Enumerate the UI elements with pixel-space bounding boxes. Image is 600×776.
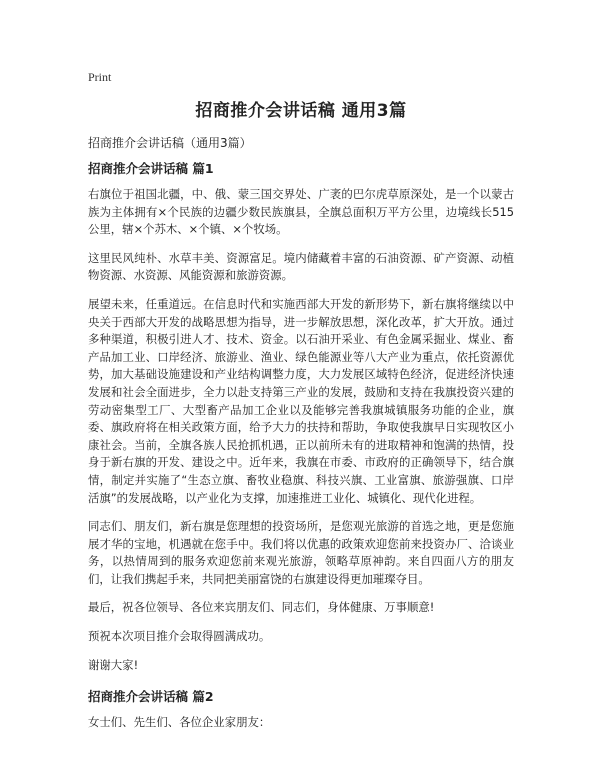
paragraph-invitation: 同志们、朋友们，新右旗是您理想的投资场所，是您观光旅游的首选之地，更是您施展才华的宝地，机遇就在您手中。我们将以优惠的政策欢迎您前来投资办厂、洽谈业务，以热情周到的服务欢迎您前来观光旅游，领略草原神韵。来自四面八方的朋友们，让我们携起手来，共同把美丽富饶的右旗建设得更加璀璨夺目。 xyxy=(88,519,514,586)
print-link[interactable]: Print xyxy=(88,70,112,84)
paragraph-wishes: 最后，祝各位领导、各位来宾朋友们、同志们，身体健康、万事顺意! xyxy=(88,600,435,615)
paragraph-greeting: 女士们、先生们、各位企业家朋友： xyxy=(88,715,271,730)
paragraph-outlook: 展望未来，任重道远。在信息时代和实施西部大开发的新形势下，新右旗将继续以中央关于西部大开发的战略思想为指导，进一步解放思想，深化改革，扩大开放。通过多种渠道，积极引进人才、技术、资金。以石油开采业、有色金属采掘业、煤业、畜产品加工业、口岸经济、旅游业、渔业、绿色能源业等八大产业为重点，依托资源优势，加大基础设施建设和产业结构调整力度，大力发展区域特色经济，促进经济快速发展和社会全面进步，全力以赴支持第三产业的发展，鼓励和支持在我旗投资兴建的劳动密集型工厂、大型畜产品加工企业以及能够完善我旗城镇服务功能的企业，旗委、旗政府将在相关政策方面，给予大力的扶持和帮助，争取使我旗早日实现牧区小康社会。当前，全旗各族人民抢抓机遇，正以前所未有的进取精神和饱满的热情，投身于新右旗的开发、建设之中。近年来，我旗在市委、市政府的正确领导下，结合旗情，制定并实施了“生态立旗、畜牧业稳旗、科技兴旗、工业富旗、旅游强旗、口岸活旗”的发展战略，以产业化为支撑，加速推进工业化、城镇化、现代化进程。 xyxy=(88,296,514,505)
paragraph-resources: 这里民风纯朴、水草丰美、资源富足。境内储藏着丰富的石油资源、矿产资源、动植物资源、水资源、风能资源和旅游资源。 xyxy=(88,250,514,283)
paragraph-success: 预祝本次项目推介会取得圆满成功。 xyxy=(88,629,271,644)
document-subtitle: 招商推介会讲话稿（通用3篇） xyxy=(88,136,252,150)
page-title: 招商推介会讲话稿 通用3篇 xyxy=(195,101,407,121)
document-body xyxy=(88,160,514,743)
section-heading-2: 招商推介会讲话稿 篇2 xyxy=(88,689,214,705)
paragraph-location: 右旗位于祖国北疆，中、俄、蒙三国交界处、广袤的巴尔虎草原深处，是一个以蒙古族为主体拥有×个民族的边疆少数民族旗县，全旗总面积万平方公里，边境线长515公里，辖×个苏木、×个镇、×个牧场。 xyxy=(88,187,514,237)
paragraph-thanks: 谢谢大家! xyxy=(88,657,139,672)
section-heading-1: 招商推介会讲话稿 篇1 xyxy=(88,161,214,176)
